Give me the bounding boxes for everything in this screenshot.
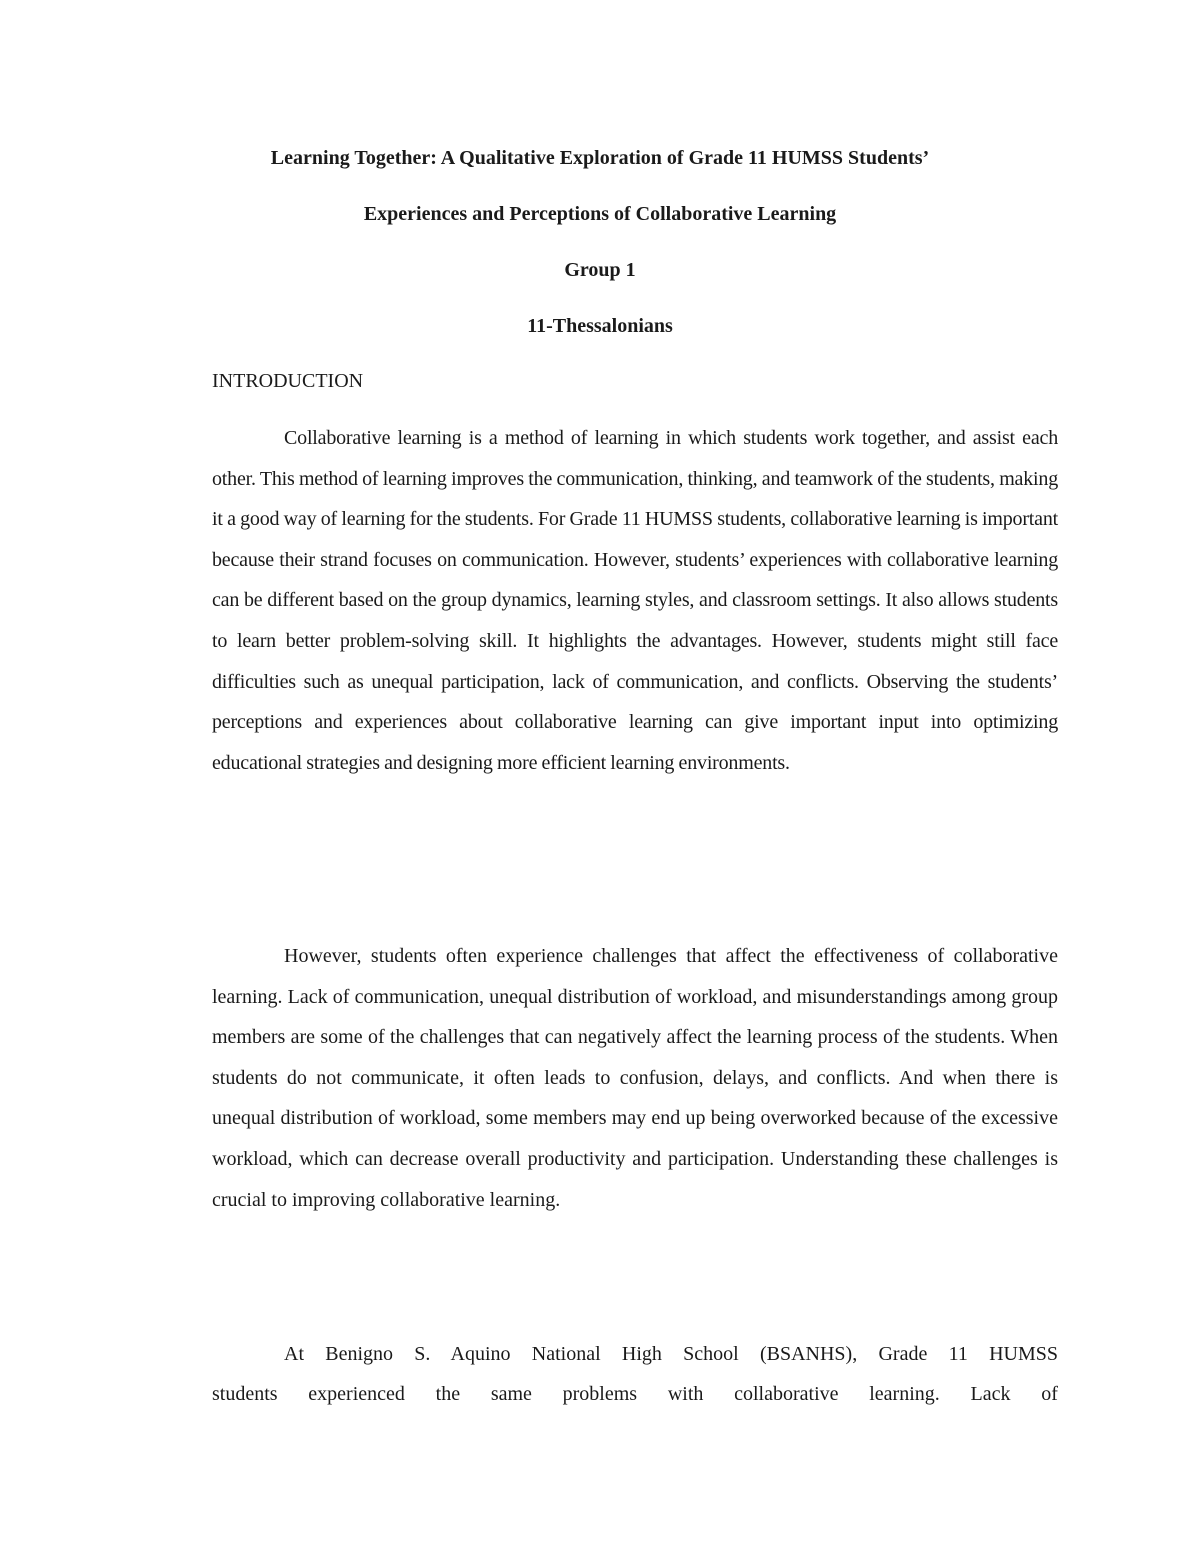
paragraph-3-line-2 xyxy=(212,1382,1058,1406)
paragraph-3-word: collaborative xyxy=(734,1383,839,1405)
introduction-heading: INTRODUCTION xyxy=(212,370,364,392)
paragraph-3-text-1: At Benigno S. Aquino National High School (BSANHS), Grade 11 HUMSS xyxy=(284,1343,1058,1365)
paragraph-3-word: the xyxy=(435,1383,461,1405)
introduction-paragraph-2: However, students often experience challenges that affect the effectiveness of collaborative learning. Lack of communication, unequal distribution of workload, and misunderstandings among group members are some of the challenges that can negatively affect the learning process of the students. When students do not communicate, it often leads to confusion, delays, and conflicts. And when there is unequal distribution of workload, some members may end up being overworked because of the excessive workload, which can decrease overall productivity and participation. Understanding these challenges is crucial to improving collaborative learning. xyxy=(212,945,1058,1211)
paragraph-3-word: experienced xyxy=(308,1383,405,1405)
group-label: Group 1 xyxy=(564,259,636,281)
title-line-2: Experiences and Perceptions of Collaborative Learning xyxy=(363,203,837,225)
section-label: 11-Thessalonians xyxy=(527,315,673,337)
introduction-paragraph-1: Collaborative learning is a method of learning in which students work together, and assist each other. This method of learning improves the communication, thinking, and teamwork of the students, making it a good way of learning for the students. For Grade 11 HUMSS students, collaborative learning is important because their strand focuses on communication. However, students’ experiences with collaborative learning can be different based on the group dynamics, learning styles, and classroom settings. It also allows students to learn better problem-solving skill. It highlights the advantages. However, students might still face difficulties such as unequal participation, lack of communication, and conflicts. Observing the students’ perceptions and experiences about collaborative learning can give important input into optimizing educational strategies and designing more efficient learning environments. xyxy=(212,427,1058,774)
title-line-1: Learning Together: A Qualitative Exploration of Grade 11 HUMSS Students’ xyxy=(270,147,930,169)
paragraph-3-word: same xyxy=(490,1383,532,1405)
paragraph-3-word: Lack xyxy=(970,1383,1011,1405)
paragraph-3-line-1 xyxy=(212,1342,1058,1366)
paragraph-3-word: problems xyxy=(562,1383,638,1405)
paragraph-3-word: of xyxy=(1041,1383,1058,1405)
paragraph-3-word: with xyxy=(667,1383,704,1405)
paragraph-3-word: learning. xyxy=(869,1383,940,1405)
paragraph-3-word: students xyxy=(212,1383,278,1405)
